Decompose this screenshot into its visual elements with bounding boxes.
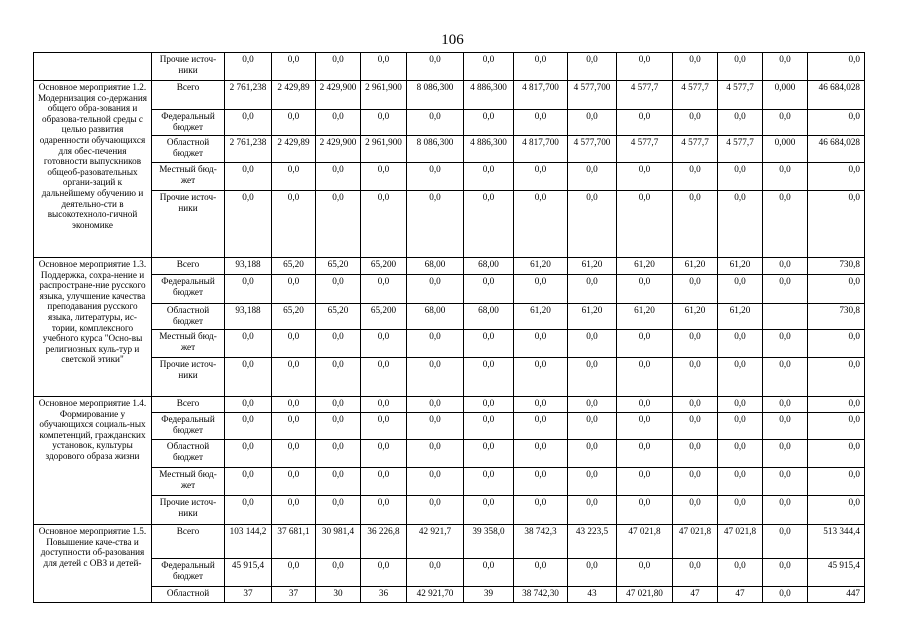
amount-cell: 0,0 — [718, 397, 763, 413]
table-row — [34, 136, 865, 163]
amount-cell: 0,0 — [617, 275, 673, 304]
table-row — [34, 330, 865, 358]
amount-cell: 0,0 — [763, 413, 808, 440]
amount-cell: 65,20 — [272, 258, 316, 275]
amount-cell: 38 742,30 — [514, 587, 568, 603]
amount-cell: 0,0 — [407, 330, 464, 358]
amount-cell: 0,0 — [225, 110, 272, 136]
amount-cell: 0,0 — [808, 397, 865, 413]
amount-cell: 0,0 — [316, 163, 361, 191]
amount-cell: 36 — [361, 587, 407, 603]
amount-cell: 2 761,238 — [225, 136, 272, 163]
amount-cell: 0,0 — [763, 559, 808, 587]
amount-cell: 0,0 — [673, 330, 718, 358]
amount-cell: 0,0 — [225, 440, 272, 468]
amount-cell: 2 961,900 — [361, 81, 407, 110]
table-row — [34, 468, 865, 496]
amount-cell: 447 — [808, 587, 865, 603]
funding-source-cell: Всего — [152, 258, 225, 275]
amount-cell: 47 021,8 — [673, 525, 718, 559]
amount-cell: 0,0 — [763, 163, 808, 191]
budget-table — [33, 52, 865, 603]
amount-cell: 4 577,7 — [718, 136, 763, 163]
amount-cell: 0,0 — [763, 275, 808, 304]
amount-cell: 61,20 — [568, 258, 617, 275]
amount-cell: 0,0 — [568, 53, 617, 81]
amount-cell: 0,0 — [808, 440, 865, 468]
amount-cell: 0,0 — [407, 559, 464, 587]
amount-cell: 0,0 — [464, 275, 514, 304]
amount-cell: 0,0 — [272, 496, 316, 525]
amount-cell: 0,0 — [763, 258, 808, 275]
amount-cell: 0,0 — [464, 163, 514, 191]
amount-cell: 36 226,8 — [361, 525, 407, 559]
amount-cell: 0,0 — [617, 397, 673, 413]
amount-cell: 30 — [316, 587, 361, 603]
amount-cell: 0,0 — [316, 496, 361, 525]
amount-cell: 0,0 — [514, 163, 568, 191]
amount-cell: 8 086,300 — [407, 136, 464, 163]
amount-cell: 0,0 — [808, 53, 865, 81]
funding-source-cell: Федеральный бюджет — [152, 110, 225, 136]
amount-cell: 61,20 — [514, 258, 568, 275]
amount-cell: 0,0 — [568, 397, 617, 413]
amount-cell: 0,0 — [361, 413, 407, 440]
amount-cell: 47 021,8 — [617, 525, 673, 559]
amount-cell: 0,0 — [718, 275, 763, 304]
table-row — [34, 559, 865, 587]
amount-cell: 0,0 — [718, 413, 763, 440]
table-row — [34, 413, 865, 440]
amount-cell: 37 — [225, 587, 272, 603]
amount-cell: 2 429,89 — [272, 81, 316, 110]
amount-cell: 0,0 — [617, 559, 673, 587]
amount-cell: 0,0 — [225, 191, 272, 258]
amount-cell: 68,00 — [407, 258, 464, 275]
amount-cell: 4 577,7 — [617, 136, 673, 163]
amount-cell: 0,0 — [361, 110, 407, 136]
amount-cell: 0,0 — [272, 440, 316, 468]
amount-cell: 0,0 — [617, 468, 673, 496]
amount-cell: 0,0 — [225, 330, 272, 358]
amount-cell: 47 — [718, 587, 763, 603]
amount-cell: 0,0 — [316, 330, 361, 358]
amount-cell: 0,0 — [568, 358, 617, 397]
funding-source-cell: Федеральный бюджет — [152, 275, 225, 304]
amount-cell: 0,0 — [568, 496, 617, 525]
amount-cell: 0,0 — [272, 358, 316, 397]
funding-source-cell: Местный бюд-жет — [152, 468, 225, 496]
table-row — [34, 440, 865, 468]
amount-cell: 0,0 — [361, 191, 407, 258]
amount-cell: 0,0 — [763, 110, 808, 136]
amount-cell: 4 577,7 — [617, 81, 673, 110]
amount-cell: 0,0 — [568, 559, 617, 587]
amount-cell: 0,0 — [407, 191, 464, 258]
funding-source-cell: Прочие источ-ники — [152, 191, 225, 258]
amount-cell: 68,00 — [464, 258, 514, 275]
amount-cell: 0,0 — [272, 191, 316, 258]
amount-cell: 61,20 — [568, 304, 617, 330]
amount-cell: 4 577,700 — [568, 81, 617, 110]
amount-cell: 0,0 — [808, 275, 865, 304]
amount-cell: 0,0 — [763, 397, 808, 413]
amount-cell: 0,0 — [407, 496, 464, 525]
funding-source-cell: Областной бюджет — [152, 304, 225, 330]
amount-cell: 0,0 — [673, 110, 718, 136]
amount-cell: 0,0 — [225, 397, 272, 413]
table-row — [34, 358, 865, 397]
amount-cell: 0,0 — [763, 468, 808, 496]
amount-cell: 46 684,028 — [808, 136, 865, 163]
amount-cell: 2 429,89 — [272, 136, 316, 163]
amount-cell: 38 742,3 — [514, 525, 568, 559]
amount-cell: 61,20 — [617, 304, 673, 330]
amount-cell: 4 817,700 — [514, 81, 568, 110]
amount-cell — [763, 304, 808, 330]
measure-name-cell: Основное мероприятие 1.3. Поддержка, сохра-нение и распростране-ние русского языка, улучшение качества преподавания русского языка, литературы, ис-тории, комплексного учебного курса "Осно-вы религиозных куль-тур и светской этики" — [34, 258, 152, 397]
amount-cell: 0,0 — [808, 191, 865, 258]
amount-cell: 0,0 — [617, 358, 673, 397]
amount-cell: 0,000 — [763, 136, 808, 163]
amount-cell: 43 223,5 — [568, 525, 617, 559]
amount-cell: 0,0 — [568, 163, 617, 191]
amount-cell: 0,0 — [718, 440, 763, 468]
amount-cell: 0,0 — [272, 53, 316, 81]
amount-cell: 0,0 — [673, 413, 718, 440]
amount-cell: 45 915,4 — [808, 559, 865, 587]
amount-cell: 68,00 — [464, 304, 514, 330]
amount-cell: 0,0 — [514, 440, 568, 468]
amount-cell: 0,0 — [514, 468, 568, 496]
amount-cell: 0,0 — [617, 330, 673, 358]
amount-cell: 0,0 — [568, 275, 617, 304]
funding-source-cell: Местный бюд-жет — [152, 163, 225, 191]
amount-cell: 0,0 — [763, 525, 808, 559]
funding-source-cell: Федеральный бюджет — [152, 559, 225, 587]
amount-cell: 0,0 — [407, 397, 464, 413]
amount-cell: 0,0 — [718, 468, 763, 496]
amount-cell: 0,0 — [673, 191, 718, 258]
amount-cell: 0,0 — [514, 358, 568, 397]
measure-name-cell — [34, 53, 152, 81]
amount-cell: 0,0 — [808, 413, 865, 440]
amount-cell: 0,0 — [272, 163, 316, 191]
funding-source-cell: Прочие источ-ники — [152, 358, 225, 397]
amount-cell: 0,0 — [361, 496, 407, 525]
amount-cell: 0,0 — [361, 275, 407, 304]
funding-source-cell: Всего — [152, 81, 225, 110]
amount-cell: 0,0 — [763, 440, 808, 468]
measure-name-cell: Основное мероприятие 1.4. Формирование у обучающихся социаль-ных компетенций, гражданских установок, культуры здорового образа жизни — [34, 397, 152, 525]
amount-cell: 0,0 — [514, 110, 568, 136]
amount-cell: 0,0 — [225, 53, 272, 81]
amount-cell: 8 086,300 — [407, 81, 464, 110]
amount-cell: 0,0 — [464, 440, 514, 468]
amount-cell: 0,0 — [464, 110, 514, 136]
amount-cell: 0,0 — [673, 358, 718, 397]
amount-cell: 0,0 — [808, 468, 865, 496]
amount-cell: 68,00 — [407, 304, 464, 330]
amount-cell: 0,0 — [808, 110, 865, 136]
table-row — [34, 110, 865, 136]
measure-name-cell: Основное мероприятие 1.5. Повышение каче-ства и доступности об-разования для детей с ОВЗ и детей- — [34, 525, 152, 603]
amount-cell: 0,0 — [407, 53, 464, 81]
amount-cell: 93,188 — [225, 304, 272, 330]
amount-cell: 0,0 — [361, 397, 407, 413]
amount-cell: 4 577,7 — [718, 81, 763, 110]
amount-cell: 0,0 — [361, 559, 407, 587]
table-row — [34, 163, 865, 191]
amount-cell: 0,0 — [617, 53, 673, 81]
amount-cell: 47 021,80 — [617, 587, 673, 603]
table-row — [34, 304, 865, 330]
amount-cell: 0,0 — [272, 468, 316, 496]
amount-cell: 0,0 — [464, 413, 514, 440]
amount-cell: 0,0 — [568, 191, 617, 258]
amount-cell: 0,0 — [763, 358, 808, 397]
amount-cell: 0,0 — [316, 110, 361, 136]
amount-cell: 47 — [673, 587, 718, 603]
amount-cell: 0,0 — [763, 330, 808, 358]
amount-cell: 65,20 — [272, 304, 316, 330]
amount-cell: 0,0 — [718, 53, 763, 81]
funding-source-cell: Областной бюджет — [152, 440, 225, 468]
amount-cell: 0,0 — [272, 413, 316, 440]
amount-cell: 0,0 — [464, 330, 514, 358]
amount-cell: 0,0 — [617, 440, 673, 468]
amount-cell: 0,0 — [617, 496, 673, 525]
amount-cell: 39 358,0 — [464, 525, 514, 559]
amount-cell: 0,000 — [763, 81, 808, 110]
amount-cell: 0,0 — [514, 496, 568, 525]
amount-cell: 0,0 — [272, 330, 316, 358]
amount-cell: 0,0 — [568, 440, 617, 468]
funding-source-cell: Областной — [152, 587, 225, 603]
amount-cell: 0,0 — [464, 358, 514, 397]
amount-cell: 30 981,4 — [316, 525, 361, 559]
amount-cell: 4 886,300 — [464, 136, 514, 163]
amount-cell: 0,0 — [718, 110, 763, 136]
amount-cell: 4 886,300 — [464, 81, 514, 110]
amount-cell: 61,20 — [718, 258, 763, 275]
table-row — [34, 587, 865, 603]
amount-cell: 39 — [464, 587, 514, 603]
amount-cell: 0,0 — [568, 468, 617, 496]
amount-cell: 2 761,238 — [225, 81, 272, 110]
amount-cell: 61,20 — [673, 304, 718, 330]
amount-cell: 0,0 — [673, 440, 718, 468]
amount-cell: 0,0 — [514, 275, 568, 304]
amount-cell: 0,0 — [361, 53, 407, 81]
page-number: 106 — [441, 32, 464, 48]
funding-source-cell: Местный бюд-жет — [152, 330, 225, 358]
table-row — [34, 275, 865, 304]
amount-cell: 0,0 — [763, 587, 808, 603]
amount-cell: 0,0 — [673, 275, 718, 304]
amount-cell: 46 684,028 — [808, 81, 865, 110]
amount-cell: 65,20 — [316, 304, 361, 330]
amount-cell: 65,200 — [361, 304, 407, 330]
amount-cell: 0,0 — [225, 413, 272, 440]
amount-cell: 0,0 — [673, 53, 718, 81]
amount-cell: 45 915,4 — [225, 559, 272, 587]
amount-cell: 0,0 — [514, 330, 568, 358]
table-row — [34, 81, 865, 110]
amount-cell: 0,0 — [673, 496, 718, 525]
amount-cell: 0,0 — [514, 413, 568, 440]
amount-cell: 2 429,900 — [316, 81, 361, 110]
amount-cell: 0,0 — [407, 413, 464, 440]
amount-cell: 0,0 — [464, 496, 514, 525]
amount-cell: 0,0 — [617, 191, 673, 258]
amount-cell: 0,0 — [225, 275, 272, 304]
amount-cell: 0,0 — [361, 358, 407, 397]
funding-source-cell: Всего — [152, 397, 225, 413]
amount-cell: 0,0 — [514, 559, 568, 587]
amount-cell: 0,0 — [316, 468, 361, 496]
amount-cell: 0,0 — [225, 163, 272, 191]
amount-cell: 61,20 — [673, 258, 718, 275]
amount-cell: 93,188 — [225, 258, 272, 275]
amount-cell: 0,0 — [464, 397, 514, 413]
amount-cell: 0,0 — [514, 191, 568, 258]
amount-cell: 0,0 — [316, 559, 361, 587]
amount-cell: 0,0 — [464, 191, 514, 258]
funding-source-cell: Прочие источ-ники — [152, 496, 225, 525]
amount-cell: 61,20 — [718, 304, 763, 330]
amount-cell: 0,0 — [316, 397, 361, 413]
amount-cell: 0,0 — [272, 397, 316, 413]
amount-cell: 0,0 — [361, 440, 407, 468]
amount-cell: 0,0 — [316, 191, 361, 258]
amount-cell: 103 144,2 — [225, 525, 272, 559]
amount-cell: 0,0 — [316, 53, 361, 81]
amount-cell: 37 681,1 — [272, 525, 316, 559]
amount-cell: 0,0 — [673, 397, 718, 413]
amount-cell: 65,200 — [361, 258, 407, 275]
amount-cell: 42 921,70 — [407, 587, 464, 603]
amount-cell: 4 817,700 — [514, 136, 568, 163]
amount-cell: 0,0 — [272, 275, 316, 304]
amount-cell: 0,0 — [673, 559, 718, 587]
amount-cell: 0,0 — [763, 496, 808, 525]
amount-cell: 0,0 — [316, 275, 361, 304]
amount-cell: 0,0 — [617, 163, 673, 191]
amount-cell: 0,0 — [514, 397, 568, 413]
funding-source-cell: Федеральный бюджет — [152, 413, 225, 440]
amount-cell: 0,0 — [316, 440, 361, 468]
table-row — [34, 525, 865, 559]
funding-source-cell: Областной бюджет — [152, 136, 225, 163]
table-row — [34, 397, 865, 413]
amount-cell: 65,20 — [316, 258, 361, 275]
amount-cell: 0,0 — [763, 191, 808, 258]
amount-cell: 4 577,700 — [568, 136, 617, 163]
amount-cell: 2 961,900 — [361, 136, 407, 163]
amount-cell: 0,0 — [407, 468, 464, 496]
amount-cell: 0,0 — [225, 496, 272, 525]
amount-cell: 0,0 — [272, 110, 316, 136]
amount-cell: 0,0 — [718, 559, 763, 587]
amount-cell: 0,0 — [718, 496, 763, 525]
amount-cell: 43 — [568, 587, 617, 603]
amount-cell: 0,0 — [361, 163, 407, 191]
amount-cell: 0,0 — [718, 330, 763, 358]
table-row — [34, 53, 865, 81]
amount-cell: 0,0 — [617, 413, 673, 440]
amount-cell: 0,0 — [464, 468, 514, 496]
amount-cell: 0,0 — [361, 468, 407, 496]
amount-cell: 513 344,4 — [808, 525, 865, 559]
amount-cell: 61,20 — [617, 258, 673, 275]
amount-cell: 0,0 — [407, 275, 464, 304]
amount-cell: 0,0 — [316, 413, 361, 440]
amount-cell: 0,0 — [673, 163, 718, 191]
amount-cell: 4 577,7 — [673, 136, 718, 163]
amount-cell: 0,0 — [407, 440, 464, 468]
amount-cell: 0,0 — [568, 330, 617, 358]
amount-cell: 2 429,900 — [316, 136, 361, 163]
table-row — [34, 191, 865, 258]
amount-cell: 0,0 — [718, 358, 763, 397]
amount-cell: 0,0 — [763, 53, 808, 81]
amount-cell: 0,0 — [407, 163, 464, 191]
amount-cell: 730,8 — [808, 304, 865, 330]
amount-cell: 0,0 — [272, 559, 316, 587]
amount-cell: 0,0 — [808, 330, 865, 358]
amount-cell: 0,0 — [808, 358, 865, 397]
amount-cell: 0,0 — [225, 468, 272, 496]
amount-cell: 0,0 — [225, 358, 272, 397]
amount-cell: 0,0 — [316, 358, 361, 397]
amount-cell: 0,0 — [514, 53, 568, 81]
funding-source-cell: Прочие источ-ники — [152, 53, 225, 81]
amount-cell: 0,0 — [407, 358, 464, 397]
amount-cell: 61,20 — [514, 304, 568, 330]
amount-cell: 42 921,7 — [407, 525, 464, 559]
amount-cell: 47 021,8 — [718, 525, 763, 559]
amount-cell: 0,0 — [808, 496, 865, 525]
amount-cell: 0,0 — [464, 559, 514, 587]
amount-cell: 0,0 — [617, 110, 673, 136]
amount-cell: 0,0 — [673, 468, 718, 496]
table-row — [34, 258, 865, 275]
amount-cell: 4 577,7 — [673, 81, 718, 110]
amount-cell: 0,0 — [568, 413, 617, 440]
amount-cell: 0,0 — [568, 110, 617, 136]
amount-cell: 0,0 — [718, 191, 763, 258]
measure-name-cell: Основное мероприятие 1.2. Модернизация со-держания общего обра-зования и образова-тельной среды с целью развития одаренности обучающихся для обес-печения готовности выпускников общеоб-разовательных органи-заций к дальнейшему обучению и деятельно-сти в высокотехноло-гичной экономике — [34, 81, 152, 258]
amount-cell: 0,0 — [718, 163, 763, 191]
amount-cell: 0,0 — [464, 53, 514, 81]
amount-cell: 0,0 — [361, 330, 407, 358]
amount-cell: 0,0 — [407, 110, 464, 136]
amount-cell: 730,8 — [808, 258, 865, 275]
funding-source-cell: Всего — [152, 525, 225, 559]
amount-cell: 0,0 — [808, 163, 865, 191]
amount-cell: 37 — [272, 587, 316, 603]
table-row — [34, 496, 865, 525]
